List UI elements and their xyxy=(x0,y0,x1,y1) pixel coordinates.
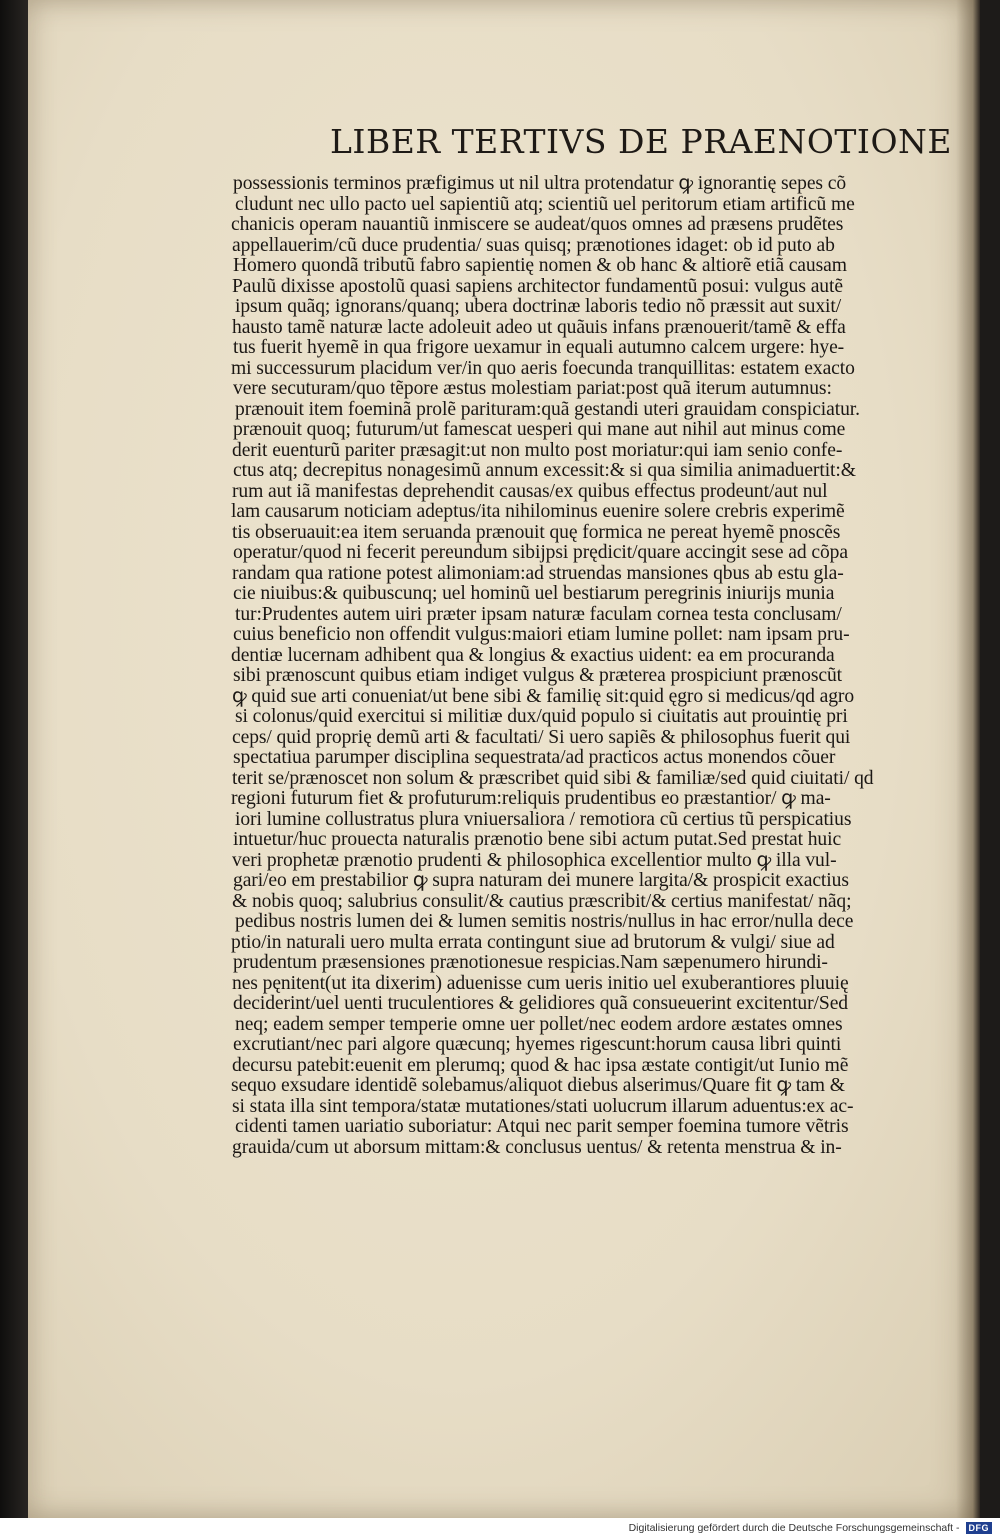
text-line: spectatiua parumper disciplina sequestrata/ad practicos actus monendos cõuer xyxy=(233,748,836,768)
text-line: chanicis operam nauantiũ inmiscere se audeat/quos omnes ad præsens prudẽtes xyxy=(231,215,844,235)
footer-credit: Digitalisierung gefördert durch die Deutsche Forschungsgemeinschaft - xyxy=(628,1521,960,1534)
text-line: Paulũ dixisse apostolũ quasi sapiens architector fundamentũ posui: vulgus autẽ xyxy=(232,276,843,297)
text-line: tus fuerit hyemẽ in qua frigore uexamur in equali autumno calcem urgere: hye- xyxy=(233,338,845,358)
dfg-logo-icon[interactable]: DFG xyxy=(966,1522,993,1534)
text-line: si colonus/quid exercitui si militiæ dux/quid populo si ciuitatis aut prouintię pri xyxy=(235,707,848,727)
text-line: lam causarum noticiam adeptus/ita nihilominus euenire solere crebris experimẽ xyxy=(231,502,845,522)
text-line: dentiæ lucernam adhibent qua & longius & exactius uident: ea em procuranda xyxy=(231,645,835,666)
text-line: randam qua ratione potest alimoniam:ad struendas mansiones qbus ab estu gla- xyxy=(232,563,844,584)
text-line: excrutiant/nec pari algore quæcunq; hyemes rigescunt:horum causa libri quinti xyxy=(233,1035,842,1055)
text-line: appellauerim/cũ duce prudentia/ suas quisq; prænotiones idaget: ob id puto ab xyxy=(232,235,835,256)
text-line: terit se/prænoscet non solum & præscribet quid sibi & familiæ/sed quid ciuitati/ qd xyxy=(232,768,874,789)
text-line: ipsum quãq; ignorans/quanq; ubera doctrinæ laboris tedio nõ præssit aut suxit/ xyxy=(235,297,842,317)
text-line: grauida/cum ut aborsum mittam:& conclusus uentus/ & retenta menstrua & in- xyxy=(232,1137,842,1158)
text-line: intuetur/huc prouecta naturalis prænotio bene sibi actum putat.Sed prestat huic xyxy=(233,830,842,850)
text-line: ctus atq; decrepitus nonagesimũ annum excessit:& si qua similia animaduertit:& xyxy=(233,461,856,481)
text-line: deciderint/uel uenti truculentiores & gelidiores quã consueuerint excitentur/Sed xyxy=(233,994,848,1014)
running-head: LIBER TERTIVS DE PRAENOTIONE xyxy=(330,122,952,161)
text-line: veri prophetæ prænotio prudenti & philosophica excellentior multo ꝙ illa vul- xyxy=(232,850,837,871)
text-line: prænouit quoq; futurum/ut famescat uesperi qui mane aut nihil aut minus come xyxy=(233,420,846,440)
text-line: prænouit item foeminã prolẽ parituram:quã gestandi uteri grauidam conspiciatur. xyxy=(235,399,860,420)
digitization-footer xyxy=(0,1518,1000,1537)
text-line: operatur/quod ni fecerit pereundum sibijpsi prędicit/quare accingit sese ad cõpa xyxy=(233,543,848,563)
text-line: possessionis terminos præfigimus ut nil ultra protendatur ꝙ ignorantię sepes cõ xyxy=(233,174,847,194)
text-line: sibi prænoscunt quibus etiam indiget vulgus & præterea prospiciunt prænoscũt xyxy=(233,666,842,686)
text-line: iori lumine collustratus plura vniuersaliora / remotiora cũ certius tũ perspicatius xyxy=(235,809,852,830)
text-line: gari/eo em prestabilior ꝙ supra naturam dei munere largita/& prospicit exactius xyxy=(233,871,849,891)
page-gutter-shadow xyxy=(956,0,980,1518)
text-line: cidenti tamen uariatio suboriatur: Atqui nec parit semper foemina tumore vẽtris xyxy=(235,1117,849,1137)
text-line: Homero quondã tributũ fabro sapientię nomen & ob hanc & altiorẽ etiã causam xyxy=(233,256,847,276)
body-text xyxy=(232,174,952,1158)
text-line: & nobis quoq; salubrius consulit/& cautius præscribit/& certius manifestat/ nãq; xyxy=(232,891,852,912)
text-line: pedibus nostris lumen dei & lumen semitis nostris/nullus in hac error/nulla dece xyxy=(235,912,854,932)
text-line: vere secuturam/quo tẽpore æstus molestiam pariat:post quã iterum autumnus: xyxy=(233,379,832,399)
text-line: ceps/ quid proprię demũ arti & facultati/ Si uero sapiẽs & philosophus fuerit qui xyxy=(232,727,851,748)
text-line: cludunt nec ullo pacto uel sapientiũ atq; scientiũ uel peritorum etiam artificũ me xyxy=(235,194,855,215)
text-line: si stata illa sint tempora/statæ mutationes/stati uolucrum illarum aduentus:ex ac- xyxy=(232,1096,854,1117)
text-line: hausto tamẽ naturæ lacte adoleuit adeo ut quãuis infans prænouerit/tamẽ & effa xyxy=(232,317,846,338)
text-line: regioni futurum fiet & profuturum:reliquis prudentibus eo præstantior/ ꝙ ma- xyxy=(231,789,831,809)
text-line: tur:Prudentes autem uiri præter ipsam naturæ faculam cornea testa conclusam/ xyxy=(235,604,842,625)
text-line: nes pęnitent(ut ita dixerim) aduenisse cum ueris initio uel exuberantiores pluuię xyxy=(232,973,849,994)
text-line: derit euenturũ pariter præsagit:ut non multo post moriatur:qui iam senio confe- xyxy=(232,440,843,461)
text-line: ꝙ quid sue arti conueniat/ut bene sibi & familię sit:quid ęgro si medicus/qd agro xyxy=(232,686,855,707)
text-line: cie niuibus:& quibuscunq; uel hominũ uel bestiarum peregrinis iniurijs munia xyxy=(233,584,835,604)
text-line: decursu patebit:euenit em plerumq; quod & hac ipsa æstate contigit/ut Iunio mẽ xyxy=(232,1055,849,1076)
text-line: neq; eadem semper temperie omne uer pollet/nec eodem ardore æstates omnes xyxy=(235,1014,843,1035)
text-line: cuius beneficio non offendit vulgus:maiori etiam lumine pollet: nam ipsam pru- xyxy=(233,625,850,645)
text-line: sequo exsudare identidẽ solebamus/aliquot diebus alserimus/Quare fit ꝙ tam & xyxy=(231,1076,845,1096)
text-line: ptio/in naturali uero multa errata contingunt siue ad brutorum & vulgi/ siue ad xyxy=(231,932,835,953)
text-line: rum aut iã manifestas deprehendit causas/ex quibus effectus prodeunt/aut nul xyxy=(232,481,828,502)
text-line: prudentum præsensiones prænotionesue respicias.Nam sæpenumero hirundi- xyxy=(233,953,828,973)
text-line: mi successurum placidum ver/in quo aeris foecunda tranquillitas: estatem exacto xyxy=(231,358,855,379)
text-line: tis obseruauit:ea item seruanda prænouit quę formica ne pereat hyemẽ pnoscẽs xyxy=(232,522,841,543)
